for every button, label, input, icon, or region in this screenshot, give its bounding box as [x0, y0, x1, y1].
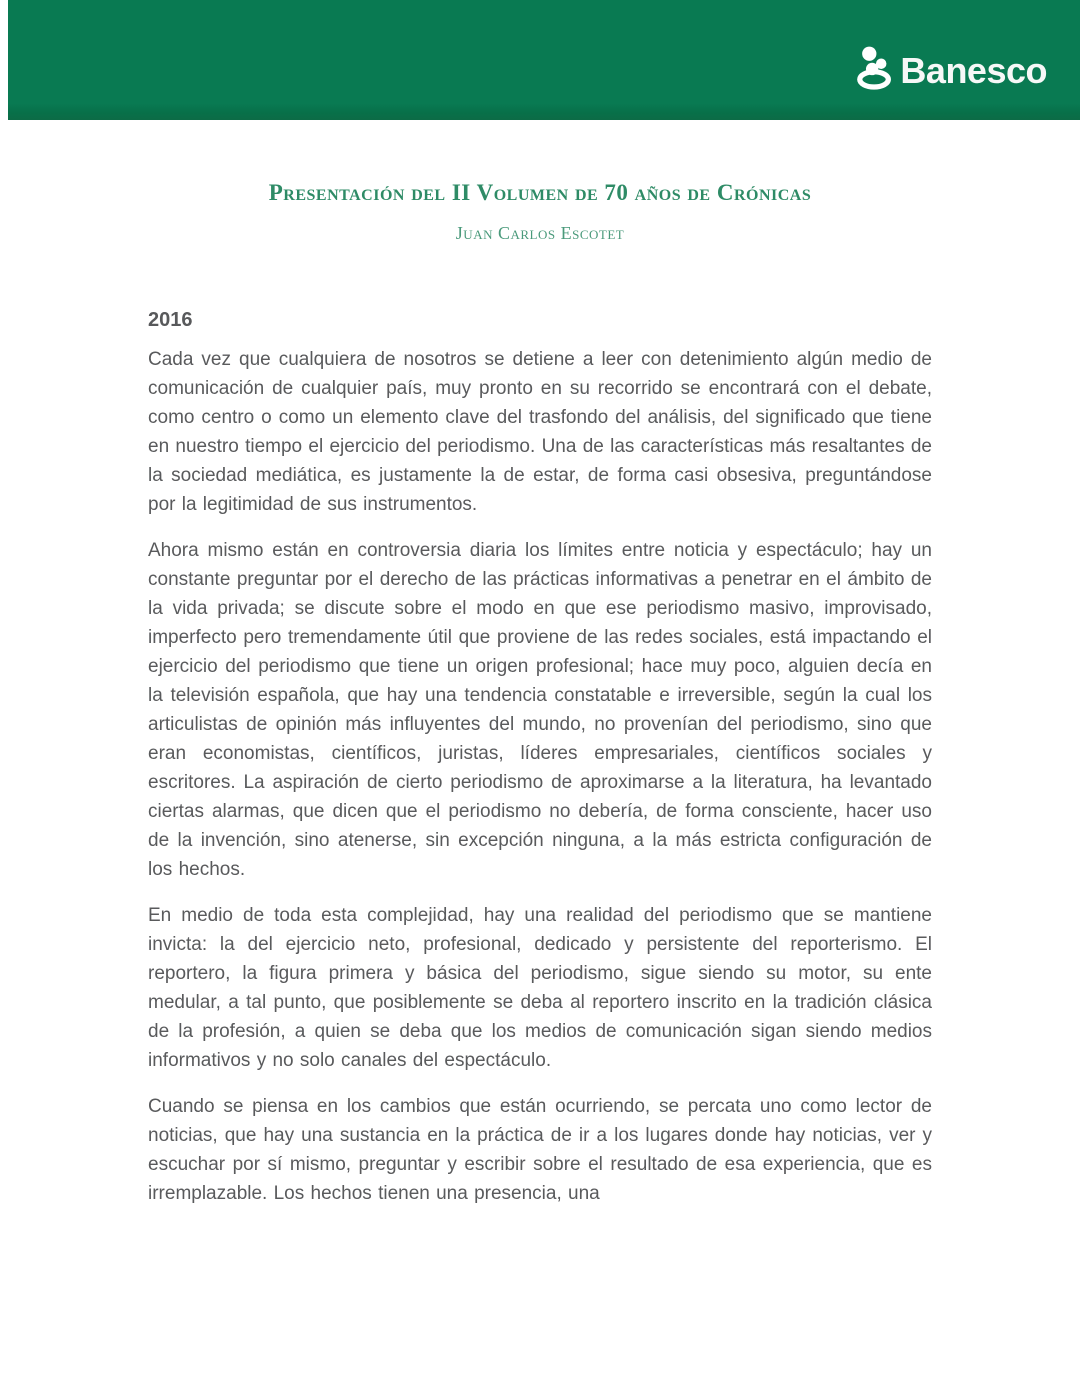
brand-name: Banesco: [900, 50, 1047, 91]
document-author: Juan Carlos Escotet: [455, 223, 625, 243]
body-paragraph: Cuando se piensa en los cambios que están ocurriendo, se percata uno como lector de noticias, que hay una sustancia en la práctica de ir a los lugares donde hay noticias, ver y escuchar por sí mismo, preguntar y escribir sobre el resultado de esa experiencia, que es irremplazable. Los hechos tienen una presencia, una: [148, 1096, 932, 1204]
document-body: [148, 306, 932, 1208]
document-page: [0, 120, 1080, 1225]
banesco-people-icon: [855, 44, 895, 92]
header-banner: [8, 0, 1080, 120]
body-paragraph: En medio de toda esta complejidad, hay una realidad del periodismo que se mantiene invicta: la del ejercicio neto, profesional, dedicado y persistente del reporterismo. El reportero, la figura primera y básica del periodismo, sigue siendo su motor, su ente medular, a tal punto, que posiblemente se deba al reportero inscrito en la tradición clásica de la profesión, a quien se deba que los medios de comunicación sigan siendo medios informativos y no solo canales del espectáculo.: [148, 905, 932, 1071]
body-paragraph: Cada vez que cualquiera de nosotros se detiene a leer con detenimiento algún medio de comunicación de cualquier país, muy pronto en su recorrido se encontrará con el debate, como centro o como un elemento clave del trasfondo del análisis, del significado que tiene en nuestro tiempo el ejercicio del periodismo. Una de las características más resaltantes de la sociedad mediática, es justamente la de estar, de forma casi obsesiva, preguntándose por la legitimidad de sus instrumentos.: [148, 349, 932, 515]
document-title: Presentación del II Volumen de 70 años de Crónicas: [268, 180, 812, 205]
year-heading: 2016: [148, 309, 193, 331]
banesco-logo: [855, 44, 1047, 92]
body-paragraph: Ahora mismo están en controversia diaria los límites entre noticia y espectáculo; hay un constante preguntar por el derecho de las prácticas informativas a penetrar en el ámbito de la vida privada; se discute sobre el modo en que ese periodismo masivo, improvisado, imperfecto pero tremendamente útil que proviene de las redes sociales, está impactando el ejercicio del periodismo que tiene un origen profesional; hace muy poco, alguien decía en la televisión española, que hay una tendencia constatable e irreversible, según la cual los articulistas de opinión más influyentes del mundo, no provenían del periodismo, sino que eran economistas, científicos, juristas, líderes empresariales, científicos sociales y escritores. La aspiración de cierto periodismo de aproximarse a la literatura, ha levantado ciertas alarmas, que dicen que el periodismo no debería, de forma consciente, hacer uso de la invención, sino atenerse, sin excepción ninguna, a la más estricta configuración de los hechos.: [148, 540, 932, 880]
